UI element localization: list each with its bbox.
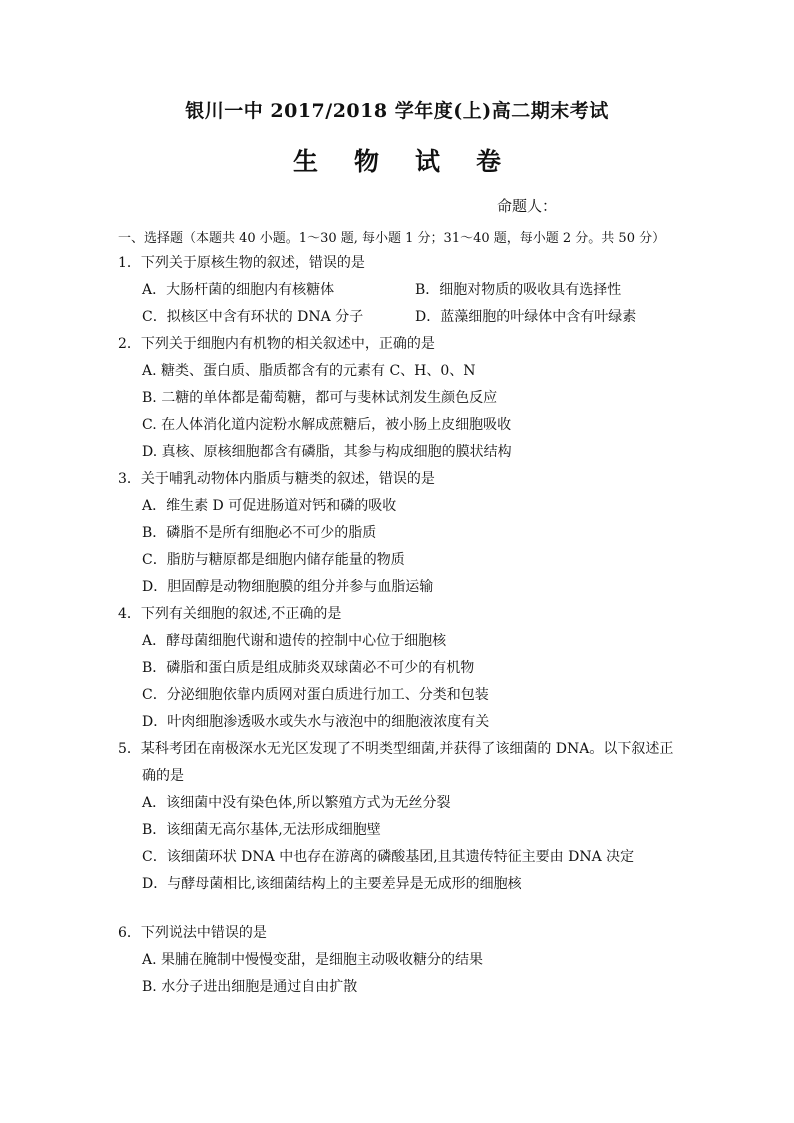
option-b: B．该细菌无高尔基体,无法形成细胞壁: [142, 822, 381, 838]
question-stem: 4．下列有关细胞的叙述,不正确的是: [118, 606, 342, 622]
question-list: [118, 250, 688, 1001]
option-d: D. 真核、原核细胞都含有磷脂，其参与构成细胞的膜状结构: [142, 444, 512, 460]
option-a: A．大肠杆菌的细胞内有核糖体: [142, 282, 335, 298]
option-c: C. 在人体消化道内淀粉水解成蔗糖后，被小肠上皮细胞吸收: [142, 417, 512, 433]
option-d: D．蓝藻细胞的叶绿体中含有叶绿素: [415, 309, 637, 325]
question-stem: 2．下列关于细胞内有机物的相关叙述中，正确的是: [118, 336, 435, 352]
option-b: B. 二糖的单体都是葡萄糖，都可与斐林试剂发生颜色反应: [142, 390, 498, 406]
option-b: B．细胞对物质的吸收具有选择性: [415, 282, 622, 298]
option-d: D．叶肉细胞渗透吸水或失水与液泡中的细胞液浓度有关: [142, 714, 490, 730]
option-row: [118, 277, 688, 304]
question-4: [118, 601, 688, 736]
option-a: A．维生素 D 可促进肠道对钙和磷的吸收: [142, 498, 397, 514]
question-2: [118, 331, 688, 466]
question-stem-continued: 确的是: [142, 768, 184, 784]
question-stem: 5．某科考团在南极深水无光区发现了不明类型细菌,并获得了该细菌的 DNA。以下叙述正: [118, 741, 674, 757]
option-a: A．酵母菌细胞代谢和遗传的控制中心位于细胞核: [142, 633, 447, 649]
option-d: D．胆固醇是动物细胞膜的组分并参与血脂运输: [142, 579, 434, 595]
author-label: 命题人：: [497, 197, 558, 215]
option-d: D．与酵母菌相比,该细菌结构上的主要差异是无成形的细胞核: [142, 876, 522, 892]
section-heading: 一、选择题（本题共 40 小题。1～30 题, 每小题 1 分；31～40 题，每小题 2 分。共 50 分）: [118, 231, 666, 246]
question-stem: 6．下列说法中错误的是: [118, 925, 267, 941]
exam-subject: 生物试卷: [292, 147, 537, 176]
question-6: [118, 920, 688, 1001]
question-3: [118, 466, 688, 601]
option-c: C．分泌细胞依靠内质网对蛋白质进行加工、分类和包装: [142, 687, 489, 703]
option-a: A．该细菌中没有染色体,所以繁殖方式为无丝分裂: [142, 795, 451, 811]
option-a: A. 果脯在腌制中慢慢变甜，是细胞主动吸收糖分的结果: [142, 952, 484, 968]
option-a: A. 糖类、蛋白质、脂质都含有的元素有 C、H、0、N: [142, 363, 476, 379]
option-c: C．拟核区中含有环状的 DNA 分子: [142, 309, 364, 325]
option-b: B. 水分子进出细胞是通过自由扩散: [142, 979, 358, 995]
option-c: C．脂肪与糖原都是细胞内储存能量的物质: [142, 552, 405, 568]
spacer: [118, 898, 688, 920]
question-1: [118, 250, 688, 331]
option-b: B．磷脂和蛋白质是组成肺炎双球菌必不可少的有机物: [142, 660, 475, 676]
exam-title: 银川一中 2017/2018 学年度(上)高二期末考试: [185, 100, 609, 122]
question-5: [118, 736, 688, 898]
question-stem: 3．关于哺乳动物体内脂质与糖类的叙述，错误的是: [118, 471, 435, 487]
option-c: C．该细菌环状 DNA 中也存在游离的磷酸基团,且其遗传特征主要由 DNA 决定: [142, 849, 635, 865]
option-row: [118, 304, 688, 331]
option-b: B．磷脂不是所有细胞必不可少的脂质: [142, 525, 377, 541]
question-stem: 1．下列关于原核生物的叙述，错误的是: [118, 255, 365, 271]
